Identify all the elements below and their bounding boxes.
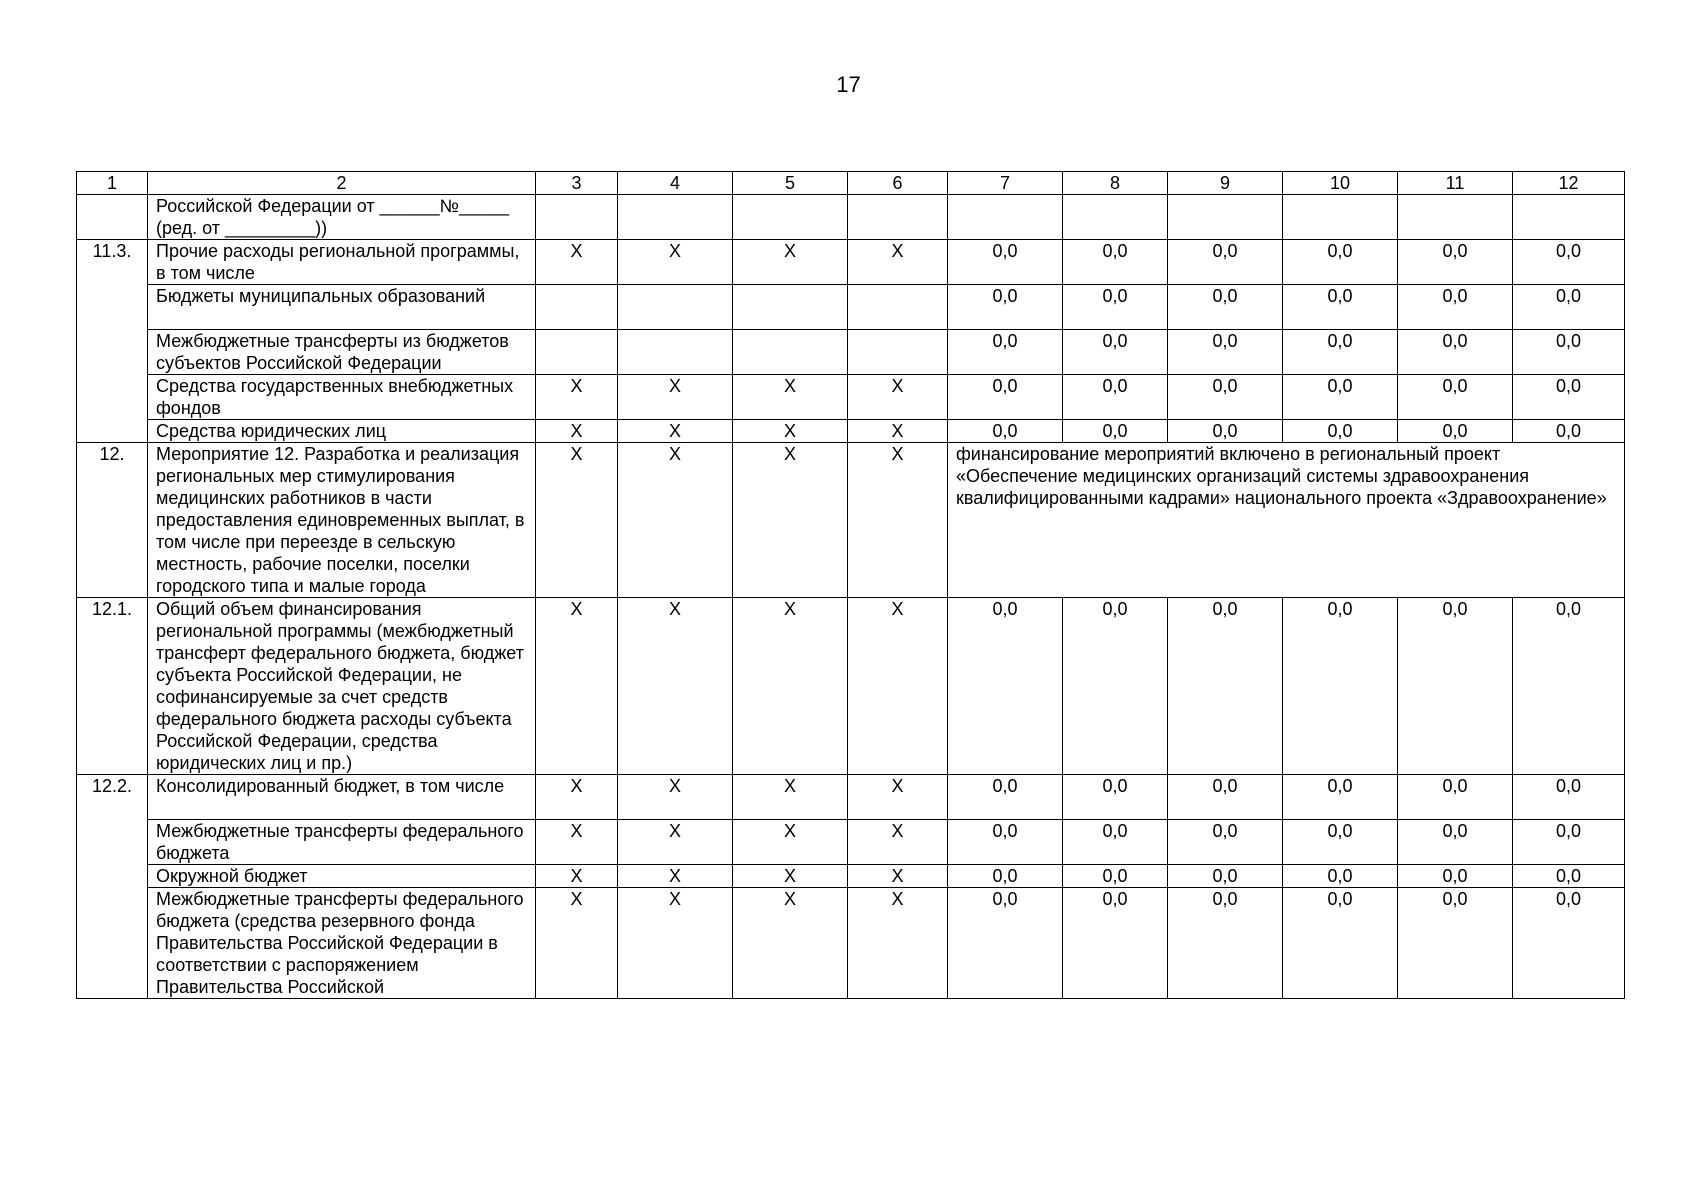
row-name: Бюджеты муниципальных образований	[148, 285, 536, 330]
value-cell: 0,0	[1063, 598, 1168, 775]
value-cell: X	[848, 240, 948, 285]
row-name: Общий объем финансирования региональной программы (межбюджетный трансферт федерального бюджета, бюджет субъекта Российской Федерации, не софинансируемые за счет средств федерального бюджета расходы субъекта Российской Федерации, средства юридических лиц и пр.)	[148, 598, 536, 775]
value-cell: X	[848, 775, 948, 820]
value-cell: 0,0	[948, 330, 1063, 375]
financing-note: финансирование мероприятий включено в региональный проект «Обеспечение медицинских организаций системы здравоохранения квалифицированными кадрами» национального проекта «Здравоохранение»	[948, 443, 1625, 598]
value-cell: 0,0	[1063, 285, 1168, 330]
value-cell: 0,0	[1398, 820, 1513, 865]
header-cell: 7	[948, 172, 1063, 195]
value-cell	[733, 195, 848, 240]
header-cell: 1	[77, 172, 148, 195]
value-cell	[618, 285, 733, 330]
value-cell: 0,0	[1168, 375, 1283, 420]
header-cell: 9	[1168, 172, 1283, 195]
value-cell: X	[733, 240, 848, 285]
header-cell: 3	[536, 172, 618, 195]
value-cell: 0,0	[1168, 820, 1283, 865]
table-row	[77, 443, 1625, 598]
row-name: Окружной бюджет	[148, 865, 536, 888]
value-cell	[848, 330, 948, 375]
value-cell: X	[733, 820, 848, 865]
row-name: Мероприятие 12. Разработка и реализация региональных мер стимулирования медицинских работников в части предоставления единовременных выплат, в том числе при переезде в сельскую местность, рабочие поселки, поселки городского типа и малые города	[148, 443, 536, 598]
value-cell	[1063, 195, 1168, 240]
value-cell: 0,0	[1168, 888, 1283, 999]
value-cell: 0,0	[1513, 820, 1625, 865]
value-cell: 0,0	[1168, 598, 1283, 775]
value-cell: X	[733, 443, 848, 598]
value-cell: X	[733, 375, 848, 420]
value-cell: 0,0	[1513, 240, 1625, 285]
value-cell	[618, 330, 733, 375]
row-name: Средства государственных внебюджетных фондов	[148, 375, 536, 420]
table-row	[77, 888, 1625, 999]
table-row	[77, 375, 1625, 420]
value-cell: 0,0	[1398, 598, 1513, 775]
row-number: 11.3.	[77, 240, 148, 443]
value-cell	[618, 195, 733, 240]
table-row	[77, 598, 1625, 775]
value-cell: X	[848, 865, 948, 888]
value-cell: X	[536, 775, 618, 820]
value-cell: X	[618, 598, 733, 775]
value-cell: X	[618, 443, 733, 598]
value-cell: 0,0	[948, 820, 1063, 865]
value-cell: X	[848, 375, 948, 420]
row-name: Средства юридических лиц	[148, 420, 536, 443]
value-cell: 0,0	[1283, 775, 1398, 820]
budget-table	[76, 171, 1625, 999]
value-cell: 0,0	[1398, 330, 1513, 375]
value-cell: X	[618, 865, 733, 888]
value-cell: 0,0	[1513, 330, 1625, 375]
table-row	[77, 240, 1625, 285]
value-cell: 0,0	[1063, 888, 1168, 999]
value-cell: 0,0	[1283, 820, 1398, 865]
value-cell: 0,0	[1063, 775, 1168, 820]
header-cell: 6	[848, 172, 948, 195]
value-cell: 0,0	[948, 240, 1063, 285]
value-cell: 0,0	[1398, 240, 1513, 285]
value-cell: 0,0	[1168, 865, 1283, 888]
value-cell	[1398, 195, 1513, 240]
value-cell: X	[848, 598, 948, 775]
value-cell: X	[733, 775, 848, 820]
value-cell: 0,0	[1398, 420, 1513, 443]
value-cell: X	[848, 443, 948, 598]
row-name: Межбюджетные трансферты из бюджетов субъектов Российской Федерации	[148, 330, 536, 375]
value-cell: 0,0	[948, 888, 1063, 999]
header-cell: 4	[618, 172, 733, 195]
value-cell: 0,0	[1168, 240, 1283, 285]
value-cell: X	[536, 420, 618, 443]
value-cell: 0,0	[948, 775, 1063, 820]
value-cell	[1283, 195, 1398, 240]
value-cell: X	[536, 240, 618, 285]
row-name: Межбюджетные трансферты федерального бюджета (средства резервного фонда Правительства Российской Федерации в соответствии с распоряжением Правительства Российской	[148, 888, 536, 999]
value-cell	[1168, 195, 1283, 240]
table-row	[77, 420, 1625, 443]
value-cell: 0,0	[1063, 420, 1168, 443]
value-cell: X	[618, 820, 733, 865]
value-cell	[848, 195, 948, 240]
value-cell: 0,0	[1283, 865, 1398, 888]
row-number: 12.1.	[77, 598, 148, 775]
value-cell: 0,0	[1063, 330, 1168, 375]
value-cell	[733, 330, 848, 375]
value-cell: 0,0	[1513, 888, 1625, 999]
table-row	[77, 820, 1625, 865]
header-cell: 11	[1398, 172, 1513, 195]
value-cell: X	[618, 240, 733, 285]
value-cell: X	[733, 598, 848, 775]
value-cell: X	[618, 420, 733, 443]
value-cell: X	[618, 775, 733, 820]
value-cell: X	[848, 820, 948, 865]
table-row	[77, 330, 1625, 375]
value-cell: 0,0	[1283, 240, 1398, 285]
value-cell	[733, 285, 848, 330]
value-cell: 0,0	[1063, 820, 1168, 865]
table-row	[77, 865, 1625, 888]
value-cell	[536, 195, 618, 240]
value-cell: 0,0	[1283, 285, 1398, 330]
row-number: 12.2.	[77, 775, 148, 999]
value-cell: 0,0	[948, 598, 1063, 775]
value-cell: 0,0	[1513, 865, 1625, 888]
value-cell: 0,0	[1168, 775, 1283, 820]
header-cell: 2	[148, 172, 536, 195]
value-cell: 0,0	[1283, 375, 1398, 420]
value-cell: 0,0	[1168, 285, 1283, 330]
value-cell: 0,0	[1063, 865, 1168, 888]
value-cell: X	[618, 375, 733, 420]
value-cell: 0,0	[948, 420, 1063, 443]
value-cell: X	[536, 820, 618, 865]
table-row	[77, 195, 1625, 240]
row-number	[77, 195, 148, 240]
value-cell: 0,0	[1063, 375, 1168, 420]
value-cell	[536, 330, 618, 375]
value-cell: X	[536, 865, 618, 888]
value-cell: X	[536, 375, 618, 420]
value-cell: X	[848, 888, 948, 999]
value-cell: 0,0	[1398, 888, 1513, 999]
value-cell: 0,0	[1398, 775, 1513, 820]
value-cell: X	[848, 420, 948, 443]
header-cell: 10	[1283, 172, 1398, 195]
header-cell: 8	[1063, 172, 1168, 195]
value-cell: 0,0	[948, 375, 1063, 420]
row-name: Российской Федерации от ______№_____ (ред. от _________))	[148, 195, 536, 240]
value-cell: 0,0	[1168, 330, 1283, 375]
value-cell	[948, 195, 1063, 240]
value-cell: X	[536, 598, 618, 775]
value-cell: 0,0	[1513, 420, 1625, 443]
page-number: 17	[836, 72, 861, 97]
row-number: 12.	[77, 443, 148, 598]
value-cell: 0,0	[1513, 285, 1625, 330]
table-row	[77, 775, 1625, 820]
value-cell: 0,0	[1513, 375, 1625, 420]
value-cell: X	[733, 865, 848, 888]
value-cell: 0,0	[1398, 865, 1513, 888]
value-cell: 0,0	[1513, 775, 1625, 820]
value-cell: 0,0	[1283, 420, 1398, 443]
value-cell: 0,0	[1398, 375, 1513, 420]
table-row	[77, 285, 1625, 330]
row-name: Прочие расходы региональной программы, в том числе	[148, 240, 536, 285]
header-row	[77, 172, 1625, 195]
value-cell	[848, 285, 948, 330]
header-cell: 12	[1513, 172, 1625, 195]
value-cell: 0,0	[948, 285, 1063, 330]
value-cell: X	[536, 888, 618, 999]
value-cell: 0,0	[1063, 240, 1168, 285]
value-cell: 0,0	[948, 865, 1063, 888]
value-cell: X	[733, 888, 848, 999]
value-cell	[1513, 195, 1625, 240]
value-cell: 0,0	[1283, 888, 1398, 999]
value-cell: 0,0	[1513, 598, 1625, 775]
value-cell: X	[733, 420, 848, 443]
value-cell: 0,0	[1283, 598, 1398, 775]
value-cell: X	[618, 888, 733, 999]
value-cell: X	[536, 443, 618, 598]
row-name: Консолидированный бюджет, в том числе	[148, 775, 536, 820]
value-cell: 0,0	[1168, 420, 1283, 443]
value-cell: 0,0	[1283, 330, 1398, 375]
value-cell	[536, 285, 618, 330]
value-cell: 0,0	[1398, 285, 1513, 330]
row-name: Межбюджетные трансферты федерального бюджета	[148, 820, 536, 865]
header-cell: 5	[733, 172, 848, 195]
